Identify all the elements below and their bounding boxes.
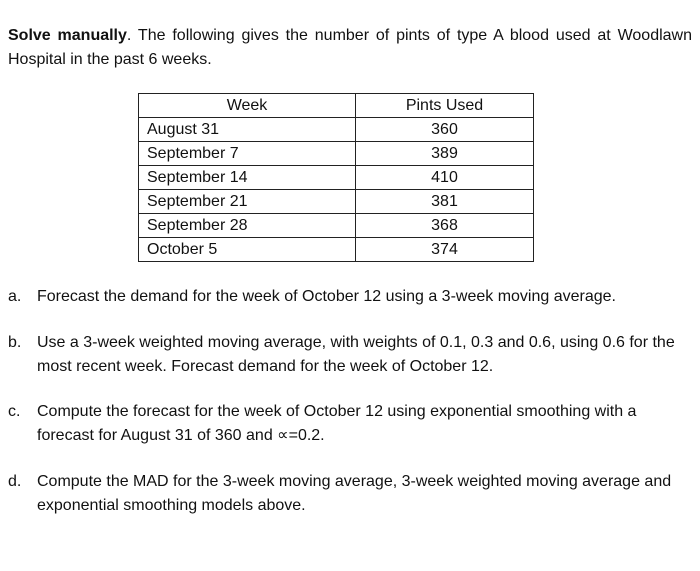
table-row (139, 166, 534, 190)
week-cell: September 7 (139, 142, 356, 166)
pints-cell: 389 (356, 142, 534, 166)
question-text: Forecast the demand for the week of October 12 using a 3-week moving average. (37, 288, 616, 305)
table-row (139, 190, 534, 214)
week-cell: September 28 (139, 214, 356, 238)
question-letter: b. (8, 334, 22, 351)
table-row (139, 214, 534, 238)
question-letter: d. (8, 473, 22, 490)
table-header-row (139, 94, 534, 118)
pints-cell: 381 (356, 190, 534, 214)
intro-rest-text: . The following gives the number of pints of type A blood used at Woodlawn Hospital in the past 6 weeks. (8, 27, 692, 68)
question-letter: a. (8, 288, 22, 305)
pints-cell: 360 (356, 118, 534, 142)
question-text: Use a 3-week weighted moving average, with weights of 0.1, 0.3 and 0.6, using 0.6 for the most recent week. Forecast demand for the week of October 12. (37, 334, 675, 375)
blood-usage-table (138, 93, 534, 262)
table-row (139, 118, 534, 142)
question-d (8, 470, 694, 518)
week-cell: October 5 (139, 238, 356, 262)
question-text: Compute the forecast for the week of October 12 using exponential smoothing with a forecast for August 31 of 360 and ∝=0.2. (37, 403, 637, 444)
question-c (8, 400, 694, 448)
header-pints-used: Pints Used (356, 94, 534, 118)
question-a (8, 285, 694, 309)
intro-bold-text: Solve manually (8, 27, 127, 44)
pints-cell: 374 (356, 238, 534, 262)
question-letter: c. (8, 403, 21, 420)
question-b (8, 331, 694, 379)
pints-cell: 410 (356, 166, 534, 190)
question-text: Compute the MAD for the 3-week moving average, 3-week weighted moving average and exponential smoothing models above. (37, 473, 672, 514)
week-cell: September 21 (139, 190, 356, 214)
header-week: Week (139, 94, 356, 118)
intro-paragraph (8, 24, 692, 72)
pints-cell: 368 (356, 214, 534, 238)
week-cell: September 14 (139, 166, 356, 190)
table-row (139, 238, 534, 262)
table-row (139, 142, 534, 166)
week-cell: August 31 (139, 118, 356, 142)
